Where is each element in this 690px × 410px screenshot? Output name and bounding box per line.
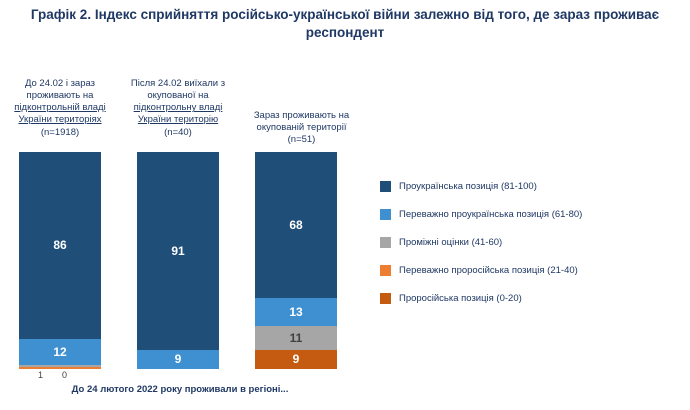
bar-segment-middle-3: [255, 326, 337, 350]
column-header-2-line-1: Після 24.02 виїхали з: [130, 78, 226, 89]
column-header-2-line-3: підконтрольну владі: [133, 102, 223, 114]
bar-segment-proukr-3: [255, 152, 337, 298]
bar-label-3-2: 13: [289, 305, 303, 320]
bar-segment-proukr-2: [137, 152, 219, 350]
bar-label-1-1: 86: [53, 238, 67, 253]
column-header-1-line-4: України територіях: [18, 114, 102, 126]
bar-label-3-1: 68: [289, 218, 303, 233]
column-header-1-line-5: (n=1918): [40, 126, 80, 138]
chart-legend: [380, 180, 680, 320]
legend-label-0: Проукраїнська позиція (81-100): [399, 180, 537, 192]
bar-label-1-4: 0: [62, 370, 68, 380]
bar-stack-1: [19, 152, 101, 369]
column-header-1: [8, 78, 112, 139]
column-header-3-line-3: (n=51): [287, 134, 316, 146]
bar-segment-prorus-3: [255, 350, 337, 369]
bar-segment-mostly-proukr-1: [19, 339, 101, 365]
bar-label-3-3: 11: [289, 330, 303, 345]
legend-swatch-icon-4: [380, 293, 391, 304]
legend-swatch-icon-1: [380, 209, 391, 220]
bar-label-2-1: 91: [171, 243, 185, 258]
column-header-1-line-1: До 24.02 і зараз: [24, 78, 96, 89]
legend-item-4: [380, 292, 680, 304]
column-header-3-line-1: Зараз проживають на: [253, 110, 350, 121]
legend-label-4: Проросійська позиція (0-20): [399, 292, 522, 304]
column-header-2-line-2: окупованої на: [147, 90, 209, 102]
bar-label-1-2: 12: [53, 344, 67, 359]
bar-segment-mostly-proukr-3: [255, 298, 337, 326]
bar-segment-proukr-1: [19, 152, 101, 339]
column-header-2-line-4: України територію: [137, 114, 219, 126]
bar-stack-3: [255, 152, 337, 369]
legend-label-1: Переважно проукраїнська позиція (61-80): [399, 208, 583, 220]
legend-swatch-icon-2: [380, 237, 391, 248]
legend-item-3: [380, 264, 680, 276]
legend-label-3: Переважно проросійська позиція (21-40): [399, 264, 578, 276]
column-header-2-line-5: (n=40): [164, 126, 192, 138]
column-header-1-line-3: підконтрольній владі: [14, 102, 106, 114]
column-header-2: [123, 78, 233, 139]
column-header-3-line-2: окупованій території: [256, 122, 347, 134]
legend-swatch-icon-0: [380, 181, 391, 192]
legend-item-1: [380, 208, 680, 220]
bar-label-2-2: 9: [174, 352, 182, 367]
bar-segment-mostly-proukr-2: [137, 350, 219, 370]
legend-item-2: [380, 236, 680, 248]
legend-swatch-icon-3: [380, 265, 391, 276]
column-header-3: [239, 110, 364, 146]
legend-label-2: Проміжні оцінки (41-60): [399, 236, 503, 248]
chart-title: Графік 2. Індекс сприйняття російсько-української війни залежно від того, де зараз проживає респондент: [30, 7, 660, 41]
bar-segment-mostly-prorus-1: [19, 367, 101, 369]
bar-label-3-4: 9: [292, 352, 300, 367]
legend-item-0: [380, 180, 680, 192]
bar-stack-2: [137, 152, 219, 369]
bar-label-1-3: 1: [38, 370, 44, 380]
column-header-1-line-2: проживають на: [26, 90, 94, 102]
axis-note: До 24 лютого 2022 року проживали в регіоні...: [71, 384, 289, 395]
